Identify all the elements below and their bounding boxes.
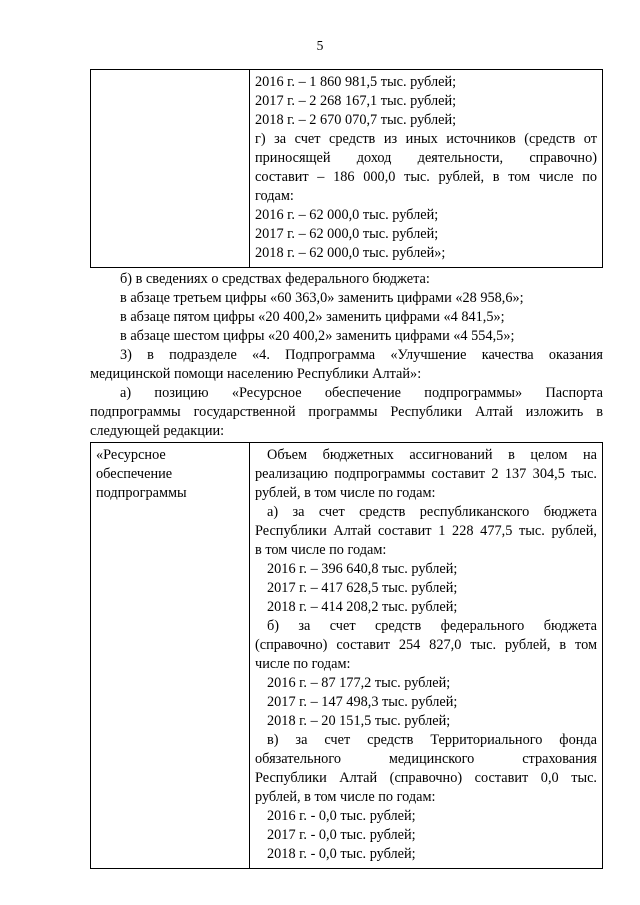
paragraph-line: медицинской помощи населению Республики Алтай»:: [90, 366, 422, 382]
paragraph-line: подпрограммы государственной программы Республики Алтай изложить в: [90, 404, 603, 420]
text-line: 2016 г. – 87 177,2 тыс. рублей;: [267, 675, 451, 691]
paragraph-line: в абзаце пятом цифры «20 400,2» заменить цифрами «4 841,5»;: [120, 309, 505, 325]
text-line: числе по годам:: [255, 656, 351, 672]
table-right-cell: [250, 70, 603, 268]
text-line: 2018 г. - 0,0 тыс. рублей;: [267, 846, 416, 862]
table-row: [91, 70, 603, 268]
text-line: 2017 г. – 2 268 167,1 тыс. рублей;: [255, 93, 457, 109]
text-line: приносящей доход деятельности, справочно): [255, 150, 597, 166]
text-line: 2017 г. - 0,0 тыс. рублей;: [267, 827, 416, 843]
text-line: 2018 г. – 414 208,2 тыс. рублей;: [267, 599, 458, 615]
text-line: 2017 г. – 62 000,0 тыс. рублей;: [255, 226, 439, 242]
funding-table-continued: [90, 69, 603, 268]
text-line: составит – 186 000,0 тыс. рублей, в том числе по: [255, 169, 597, 185]
paragraph-line: 3) в подразделе «4. Подпрограмма «Улучшение качества оказания: [120, 347, 603, 363]
table-left-cell: [91, 70, 250, 268]
text-line: 2018 г. – 2 670 070,7 тыс. рублей;: [255, 112, 457, 128]
body-paragraphs: [90, 270, 603, 441]
text-line: рублей, в том числе по годам:: [255, 789, 436, 805]
resource-provision-table: [90, 442, 603, 869]
text-line: 2018 г. – 20 151,5 тыс. рублей;: [267, 713, 451, 729]
table-left-cell: [91, 443, 250, 869]
paragraph-line: б) в сведениях о средствах федерального бюджета:: [120, 271, 430, 287]
text-line: 2016 г. - 0,0 тыс. рублей;: [267, 808, 416, 824]
table-row: [91, 443, 603, 869]
text-line: а) за счет средств республиканского бюджета: [267, 504, 597, 520]
text-line: б) за счет средств федерального бюджета: [267, 618, 597, 634]
text-line: Республики Алтай (справочно) составит 0,0 тыс.: [255, 770, 597, 786]
text-line: 2017 г. – 417 628,5 тыс. рублей;: [267, 580, 458, 596]
text-line: (справочно) составит 254 827,0 тыс. рублей, в том: [255, 637, 597, 653]
text-line: 2017 г. – 147 498,3 тыс. рублей;: [267, 694, 458, 710]
text-line: Объем бюджетных ассигнований в целом на: [267, 447, 597, 463]
paragraph-line: а) позицию «Ресурсное обеспечение подпрограммы» Паспорта: [120, 385, 603, 401]
text-line: Республики Алтай составит 1 228 477,5 тыс. рублей,: [255, 523, 597, 539]
text-line: годам:: [255, 188, 294, 204]
text-line: 2016 г. – 396 640,8 тыс. рублей;: [267, 561, 458, 577]
text-line: в) за счет средств Территориального фонда: [267, 732, 597, 748]
text-line: рублей, в том числе по годам:: [255, 485, 436, 501]
text-line: в том числе по годам:: [255, 542, 387, 558]
row-heading-line: подпрограммы: [96, 485, 187, 501]
text-line: 2016 г. – 62 000,0 тыс. рублей;: [255, 207, 439, 223]
text-line: 2016 г. – 1 860 981,5 тыс. рублей;: [255, 74, 457, 90]
row-heading-line: обеспечение: [96, 466, 173, 482]
text-line: 2018 г. – 62 000,0 тыс. рублей»;: [255, 245, 446, 261]
table-right-cell: [250, 443, 603, 869]
row-heading-line: «Ресурсное: [96, 447, 166, 463]
page-number: 5: [316, 38, 324, 53]
text-line: обязательного медицинского страхования: [255, 751, 597, 767]
paragraph-line: следующей редакции:: [90, 423, 225, 439]
text-line: реализацию подпрограммы составит 2 137 304,5 тыс.: [255, 466, 597, 482]
paragraph-line: в абзаце третьем цифры «60 363,0» заменить цифрами «28 958,6»;: [120, 290, 524, 306]
paragraph-line: в абзаце шестом цифры «20 400,2» заменить цифрами «4 554,5»;: [120, 328, 515, 344]
text-line: г) за счет средств из иных источников (средств от: [255, 131, 597, 147]
